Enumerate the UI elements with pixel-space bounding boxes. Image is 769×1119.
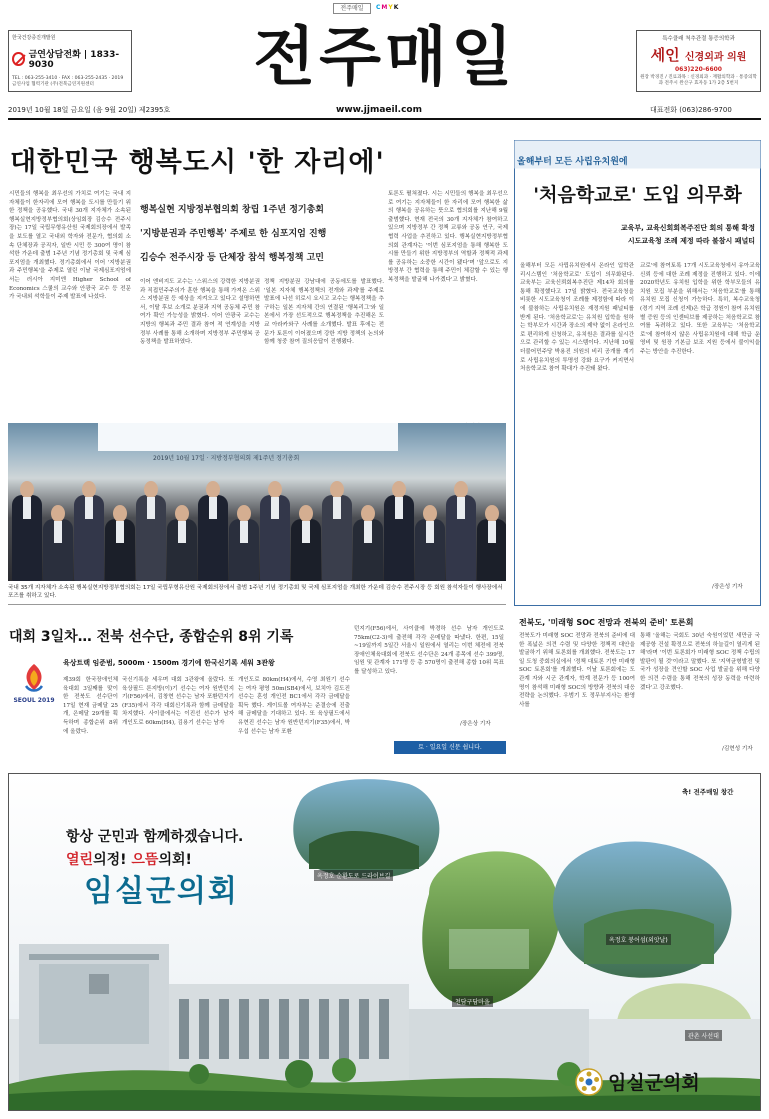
photo-person-shirt bbox=[488, 521, 496, 543]
sidebar-body-col1: 올해부터 모든 사립유치원에서 온라인 입학관리시스템인 '처음학교로' 도입이 의무화된다. 교육부는 교육신뢰회복추진단 제14차 회의를 통해 확정했다고 17일 밝혔다. 전국교육청을 비롯한 시도교육청이 조례를 제정함에 따라 이에 불참하는 사립유치원은 재정지원 패널티를 받게 된다. '처음학교로'는 유치원 입학을 원하는 학부모가 시간과 장소의 제약 없이 온라인으로 편리하게 신청하고, 유치원은 결과를 실시간으로 관리할 수 있는 시스템이다. 지난해 10월 더불어민주당 박용진 의원의 비리 공개를 계기로 사립유치원의 투명성 강화 요구가 커지면서 처음학교로 참여 확대가 추진돼 왔다. bbox=[520, 263, 634, 373]
ad-right-tel: 063)220-6600 bbox=[675, 66, 722, 73]
photo-person-head bbox=[237, 505, 251, 522]
photo-person-head bbox=[454, 481, 468, 498]
section-rule bbox=[8, 604, 506, 605]
sidebar-subhead-1: 교육부, 교육신회회복주진단 회의 통해 확정 bbox=[620, 224, 755, 232]
photo-person-head bbox=[175, 505, 189, 522]
photo-person-shirt bbox=[85, 497, 93, 519]
ad-congrats: 축! 전주매일 창간 bbox=[682, 788, 734, 796]
photo-person-shirt bbox=[395, 497, 403, 519]
ad-right-brand-sub: 신경외과 의원 bbox=[684, 52, 747, 63]
sports-body-col1: 제39회 한국장애인체육대회 3일째를 맞이한 전북도 선수단이 17일 현재 금메달 25개, 은메달 29개를 획득하며 종합순위 8위에 올랐다. bbox=[63, 677, 118, 735]
ad-left-org: 한국건강증진개발원 bbox=[12, 35, 56, 41]
ad-slogan-1: 항상 군민과 함께하겠습니다. bbox=[66, 829, 244, 845]
photo-person-shirt bbox=[457, 497, 465, 519]
photo-person-head bbox=[485, 505, 499, 522]
soc-body-col2: 통해 '올해는 국회도 30년 숙원이었던 새만금 국제공항 건설 확정으로 전북의 하늘길이 열리게 된 해'라며 '이번 토론회가 미래형 SOC 정책 수립의 발판이 될 것'이라고 말했다. 또 '지역균형발전 및 국가 성장을 견인할 SOC 사업 발굴을 위해 다양한 의견 수렴을 통해 전북의 성장 동력을 마련하겠다'고 강조했다. bbox=[640, 633, 760, 691]
sidebar-headline[interactable]: '처음학교로' 도입 의무화 bbox=[533, 184, 742, 206]
dateline: 2019년 10월 18일 금요일 (음 9월 20일) 제2395호 bbox=[8, 106, 171, 114]
ad-right-brand bbox=[640, 44, 757, 65]
photo-person-shirt bbox=[147, 497, 155, 519]
sports-byline: /장은상 기자 bbox=[460, 721, 491, 727]
cmyk-marks bbox=[376, 4, 399, 11]
photo-banner-text: 2019년 10월 17일 · 지방정부협의회 제1주년 정기총회 bbox=[153, 455, 300, 462]
top-mark: 전주매일 bbox=[333, 3, 371, 14]
lead-photo[interactable] bbox=[8, 423, 506, 581]
photo-person-head bbox=[82, 481, 96, 498]
soc-byline: /김현성 기자 bbox=[722, 746, 753, 752]
header-rule bbox=[8, 118, 761, 120]
sidebar-subheads bbox=[514, 222, 761, 248]
sports-headline[interactable]: 대회 3일차… 전북 선수단, 종합순위 8위 기록 bbox=[9, 629, 294, 645]
lead-body-col1: 시민들의 행복을 최우선의 가치로 여기는 국내 지자체들이 한자리에 모여 행복을 도시를 만들기 위한 정책을 공유했다. 국내 30개 지자체가 소속된 행복실현지방정부협의회(상임회장 김승수 전주시장)는 17일 국립무형유산원 국제회의장에서 발족을 보도를 열고 국내외 학자와 전문가, 협의회 소속 단체장과 공직자, 일반 시민 등 300여 명이 참석한 가운데 출범 1주년 기념 정기총회 및 국제 심포지엄을 개최했다. 정기총회에서 이어 '지방분권과 주민행복'을 주제로 열린 이날 국제심포지엄에서는 러시아 지미엔 Higher School of Economics 스쿨의 교수와 안광국 교수 등 전문가 국내외 석학들이 주제 발표에 나섰다. bbox=[9, 191, 131, 301]
photo-person-shirt bbox=[271, 497, 279, 519]
ad-right-tagline: 특수클래 척추관절 통증의학과 bbox=[662, 36, 735, 42]
cmyk-y: Y bbox=[388, 4, 393, 11]
lead-subhead-1: 행복실현 지방정부협의회 창립 1주년 정기총회 bbox=[140, 205, 324, 215]
lead-body-col3: 정책 지방분권 강남대에 공동에도를 발표했다. '일본 지자체 행복정책의 전개와 과제'를 주제로 발표에 나선 히로시 요시고 교수는 행복정책을 추구하는 일본 지자체 간의 연결된 '행복리그'와 일본에서 가장 선도적으로 행복정책을 추진해온 도쿄 아라카와구 사례를 소개했다. 발표 후에는 전문가 토론이 이어졌으며 강한 지방 정책의 논의와 함께 청중 참여 질의응답이 진행됐다. bbox=[264, 279, 384, 346]
no-smoking-icon bbox=[12, 52, 25, 66]
photo-person-head bbox=[268, 481, 282, 498]
photo-person-shirt bbox=[178, 521, 186, 543]
lead-subhead-2: '지방분권과 주민행복' 주제로 한 심포지엄 진행 bbox=[140, 229, 327, 239]
soc-headline[interactable]: 전북도, '미래형 SOC 전망과 전북의 준비' 토론회 bbox=[519, 618, 694, 627]
lead-subhead-3: 김승수 전주시장 등 단체장 참석 행복정책 고민 bbox=[140, 253, 324, 263]
photo-person-shirt bbox=[333, 497, 341, 519]
cmyk-m: M bbox=[381, 4, 388, 11]
sidebar-subhead-2: 시도교육청 조례 제정 따라 불참시 패널티 bbox=[627, 237, 755, 245]
sidebar-byline: /장은성 기자 bbox=[712, 584, 743, 590]
sports-body-col4: 던지기(F56)에서, 사이클에 박경하 선수 남자 개인도로 75km(C2-3)에 출전해 각각 은메달을 따냈다. 한편, 15일~19일까지 5일간 서울시 일원에서 열리는 이번 체전에 전북 장애인체육대회에 전북도 선수단은 24개 종목에 선수 399명, 임원 및 관계자 171명 등 총 570명이 출전해 종합 10위 목표를 달성하고 있다. bbox=[354, 626, 504, 675]
photo-person-head bbox=[51, 505, 65, 522]
ad-left-hotline: 금연상담전화 | 1833-9030 bbox=[28, 50, 120, 70]
photo-person-shirt bbox=[364, 521, 372, 543]
photo-person-shirt bbox=[240, 521, 248, 543]
photo-person-head bbox=[361, 505, 375, 522]
ad-slogan-mid: 의정! bbox=[93, 852, 127, 868]
lead-body-col4: 토론도 펼쳐졌다. 시는 시민들의 행복을 최우선으로 여기는 지자체들이 한 자리에 모여 행복한 삶의 행복을 공유하는 뜻으로 협의회를 지난해 9월 출범했다. 현재 전국의 30개 지자체가 참여하고 있으며 지방정부 간 정책 교류와 공동 연구, 국제 협력 사업을 추진하고 있다. 행복실현지방정부협의회 관계자는 '이번 심포지엄을 통해 행복한 도시를 만들기 위한 지방정부의 역할과 정책적 과제를 공유하는 소중한 시간이 됐다'며 '앞으로도 지방정부 간 협력을 통해 주민이 체감할 수 있는 행복정책을 발굴해 나가겠다'고 밝혔다. bbox=[388, 191, 508, 283]
masthead[interactable]: 전주매일 bbox=[253, 21, 517, 95]
photo-person-shirt bbox=[116, 521, 124, 543]
photo-person-shirt bbox=[54, 521, 62, 543]
photo-person-head bbox=[392, 481, 406, 498]
photo-label-4: 관촌 사선대 bbox=[685, 1030, 722, 1041]
ad-footer-name[interactable]: 임실군의회 bbox=[608, 1072, 700, 1094]
lead-body-col2: 이어 엔비지도 교수는 '스위스의 강력한 지방분권과 직접민주주의가 훈한 행복을 통해 가져온 스위스 지방분권 등 예상을 지켜오고 있다고 설명하면서, 이탈 후보 소개로 분권과 지역 공동체 주민 참여가 확인 가능성을 밝혔다. 이어 안광국 교수는 지방의 행복과 주민 결과 참여 적 연계성을 지방정부 사례를 통해 소개하며 지방정부 주민행복 공동정책을 발표하였다. bbox=[140, 279, 260, 346]
photo-banner bbox=[98, 423, 398, 451]
photo-person-head bbox=[206, 481, 220, 498]
lead-headline[interactable]: 대한민국 행복도시 '한 자리에' bbox=[10, 147, 385, 178]
sport-logo-text: SEOUL 2019 bbox=[13, 697, 55, 704]
photo-person-shirt bbox=[23, 497, 31, 519]
weekend-notice-bar: 토 · 일요일 신문 쉽니다. bbox=[394, 741, 506, 754]
photo-person-head bbox=[144, 481, 158, 498]
ad-right-brand-main: 세인 bbox=[650, 46, 680, 64]
seoul-2019-logo-icon bbox=[12, 660, 56, 710]
soc-body-col1: 전북도가 미래형 SOC 전망과 전북의 준비에 대한 폭넓은 의견 수렴 및 다양한 정책적 대안을 발굴하기 위해 토론회를 개최했다. 전북도는 17일 도청 중회의실에서 '정책 대토론 기반 미래형 SOC 토론회'를 개최했다. 이날 토론회에는 도관계 자와 시군 관계자, 학계 전문가 등 100여명이 참석해 미래형 SOC의 방향과 전북의 대응 전략을 논의했다. 우범기 도 정무부지사는 환영사를 bbox=[519, 633, 635, 708]
sports-body-col2: 국신기록을 세우며 대회 3관왕에 올랐다. 또 육상필드 론지방(이)기 선수는 여자 원반던지기(F56)에서, 김창현 선수는 남자 포환던지기(F35)에서 각각 대회신기록과 함께 금메달을 차지했다. 사이클에서는 이진선 선수가 남자 개인도로 60km(H4), 김용기 선수는 남자 bbox=[122, 677, 234, 726]
photo-person-head bbox=[330, 481, 344, 498]
photo-person-head bbox=[20, 481, 34, 498]
ad-slogan-red-1: 열린 bbox=[66, 852, 94, 868]
ad-smoking-hotline[interactable] bbox=[8, 30, 132, 92]
photo-person-shirt bbox=[302, 521, 310, 543]
ad-council-title[interactable]: 임실군의회 bbox=[84, 874, 239, 909]
website-url[interactable]: www.jjmaeil.com bbox=[336, 105, 422, 115]
ad-left-contact: TEL : 063-255-3410 · FAX : 063-255-2435 · 2019 금연사업 협력기관 (주)전북금연지원센터 bbox=[12, 76, 124, 87]
photo-label-2: 천담구담마을 bbox=[452, 996, 493, 1007]
ad-clinic[interactable] bbox=[636, 30, 761, 92]
lead-subheads bbox=[140, 198, 402, 270]
cmyk-c: C bbox=[376, 4, 381, 11]
photo-person-head bbox=[423, 505, 437, 522]
photo-caption: 국내 35개 지자체가 소속된 행복실현지방정부협의회는 17일 국립무형유산원 국제회의장에서 출범 1주년 기념 정기총회 및 국제 심포지엄을 개최한 가운데 김승수 전주시장 등 회원 참석자들이 행사장에서 포즈를 취하고 있다. bbox=[8, 585, 503, 599]
ad-right-info: 원장 박경진 / 진료과목 : 신경외과 · 재활의학과 · 통증의학과 전주시 완산구 효자동 1가 2층 5번지 bbox=[640, 75, 757, 86]
photo-label-3: 옥정호 붕어섬(외앗날) bbox=[606, 934, 671, 945]
photo-person-head bbox=[113, 505, 127, 522]
council-emblem-icon bbox=[575, 1068, 603, 1096]
ad-slogan-red-2: 으뜸 bbox=[131, 852, 159, 868]
sidebar-body-col2: 교로'에 참여토록 17개 시도교육청에서 유아교육 신뢰 등에 대한 조례 제정을 진행하고 있다. 이에 2020학년도 유치원 입학을 위한 학부모들의 유치원 모집 부분을 위해서는 '처음학교로'를 통해 유치원 모집 신청이 가능하다. 특히, 복수교육청(경기 지역 조례 선제)은 학급 정원이 참여 유치원 별 증원 등의 인센티브를 제공하는 처음학교로 참여를 독려하고 있다. 또한 교육부는 '처음학교로'에 참여하지 않은 사립유치원에 대해 학급 운영비 및 원장 기본급 보조 지원 등에서 불이익을 주는 방안을 추진한다. bbox=[640, 263, 760, 355]
sidebar-kicker: 올해부터 모든 사립유치원에 bbox=[517, 157, 628, 167]
sports-body-col3: 개인도로 80km(H4)에서, 수영 최원기 선수는 여자 평영 50m(SB4)에서, 보치아 김도진 선수는 혼성 개인전 BC1에서 각각 금메달을 획득 했다. 게이트볼 여자부는 준결승에 진출해 금메달을 기대하고 있다. 또 육상필드에서 유현진 선수는 남자 원반던지기(F35)에서, 박우섭 선수는 남자 포환 bbox=[238, 677, 350, 735]
phone-number: 대표전화 (063)286-9700 bbox=[650, 106, 732, 114]
sports-subhead: 육상트랙 임준범, 5000m · 1500m 경기에 한국신기록 세워 3관왕 bbox=[63, 659, 275, 667]
photo-label-1: 옥정호 순환도로 드라이브길 bbox=[314, 870, 393, 881]
cmyk-k: K bbox=[393, 4, 399, 11]
ad-slogan-end: 의회! bbox=[158, 852, 192, 868]
photo-person-shirt bbox=[209, 497, 217, 519]
photo-person-shirt bbox=[426, 521, 434, 543]
photo-person-head bbox=[299, 505, 313, 522]
